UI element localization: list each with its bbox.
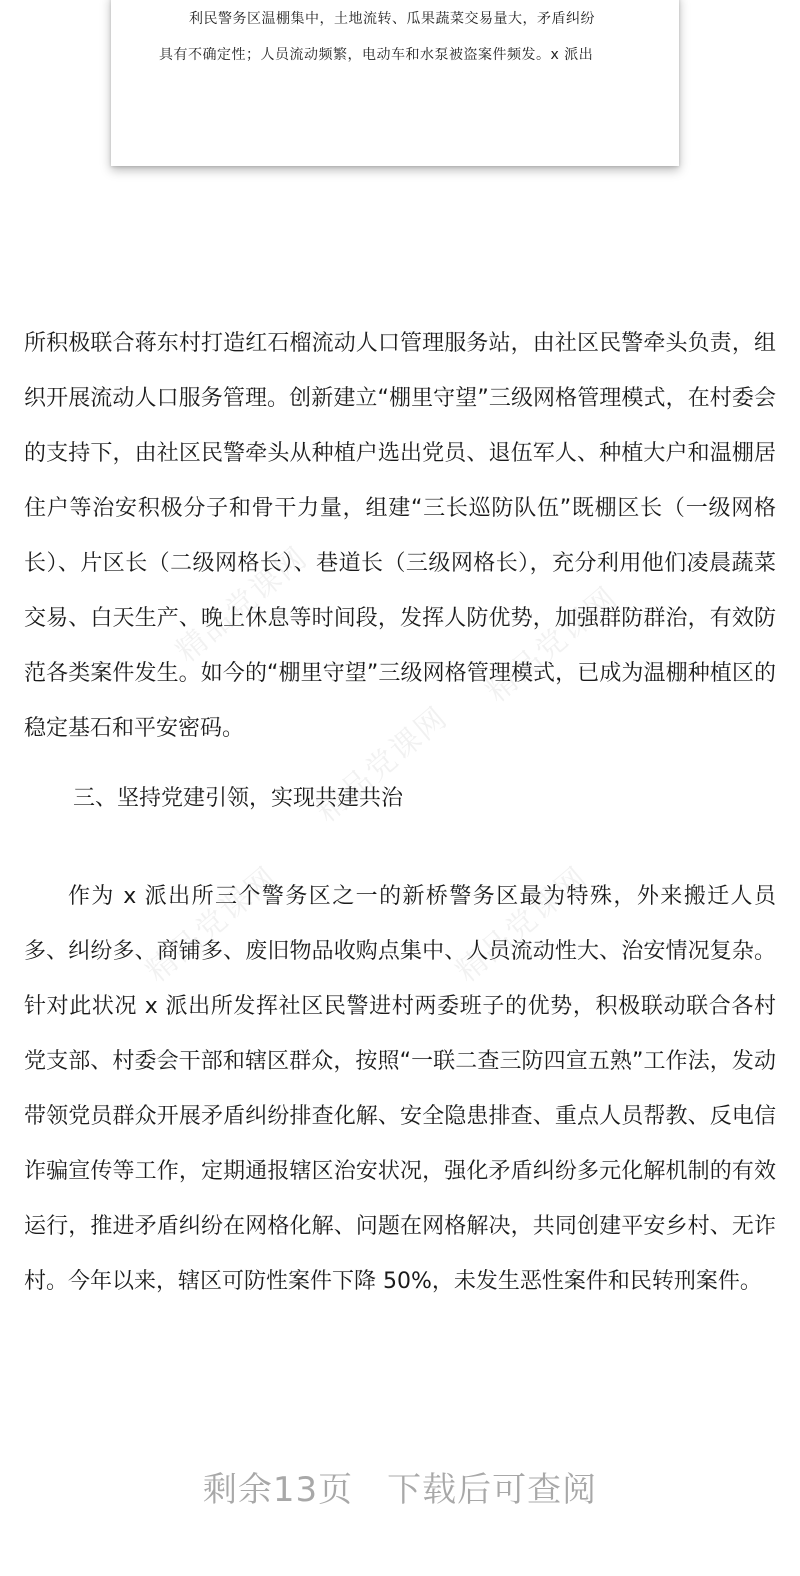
paragraph-grid-management: 所积极联合蒋东村打造红石榴流动人口管理服务站，由社区民警牵头负责，组织开展流动人口服务管理。创新建立“棚里守望”三级网格管理模式，在村委会的支持下，由社区民警牵头从种植户选出党员、退伍军人、种植大户和温棚居住户等治安积极分子和骨干力量，组建“三长巡防队伍”既棚区长（一级网格长）、片区长（二级网格长）、巷道长（三级网格长），充分利用他们凌晨蔬菜交易、白天生产、晚上休息等时间段，发挥人防优势，加强群防群治，有效防范各类案件发生。如今的“棚里守望”三级网格管理模式，已成为温棚种植区的稳定基石和平安密码。 [24,331,776,741]
section-heading: 三、坚持党建引领，实现共建共治 [73,786,404,811]
preview-card-line: 具有不确定性；人员流动频繁，电动车和水泵被盗案件频发。x 派出 [159,47,594,63]
remaining-pages-text: 剩余13页 [202,1470,354,1510]
download-hint-text: 下载后可查阅 [387,1470,598,1510]
paragraph-co-governance: 作为 x 派出所三个警务区之一的新桥警务区最为特殊，外来搬迁人员多、纠纷多、商铺多、废旧物品收购点集中、人员流动性大、治安情况复杂。针对此状况 x 派出所发挥社区民警进村两委班子的优势，积极联动联合各村党支部、村委会干部和辖区群众，按照“一联二查三防四宣五熟”工作法，发动带领党员群众开展矛盾纠纷排查化解、安全隐患排查、重点人员帮教、反电信诈骗宣传等工作，定期通报辖区治安状况，强化矛盾纠纷多元化解机制的有效运行，推进矛盾纠纷在网格化解、问题在网格解决，共同创建平安乡村、无诈村。今年以来，辖区可防性案件下降 50%，未发生恶性案件和民转刑案件。 [24,884,776,1294]
document-body [24,316,776,1309]
remaining-pages-banner[interactable] [0,1462,800,1511]
watermark: 精品党课网 [139,859,285,990]
preview-card-line: 利民警务区温棚集中，土地流转、瓜果蔬菜交易量大，矛盾纠纷 [189,11,595,27]
watermark: 精品党课网 [479,579,625,710]
preview-page-card [111,0,679,166]
watermark: 精品党课网 [169,539,315,670]
watermark: 精品党课网 [449,859,595,990]
watermark: 精品党课网 [309,699,455,830]
